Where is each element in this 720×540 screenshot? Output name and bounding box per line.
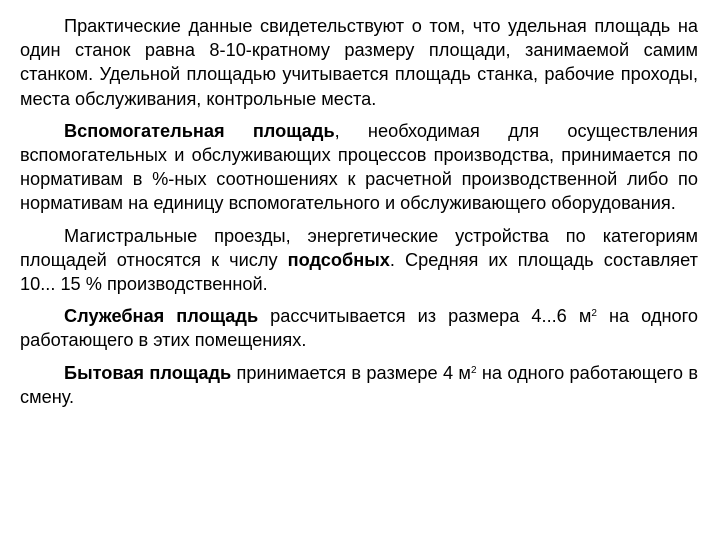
- paragraph-text-after: на одного работающего в этих помещениях.: [20, 306, 698, 351]
- slide-text-body: [20, 14, 698, 417]
- superscript-squared: 2: [470, 364, 477, 376]
- paragraph-text: , необходимая для осуществления вспомогательных и обслуживающих процессов производства, принимается по нормативам в %-ных соотношениях к расчетной производственной либо по нормативам на единицу вспомогательного и обслуживающего оборудования.: [20, 120, 698, 214]
- superscript-squared: 2: [591, 308, 597, 320]
- term-household-area: Бытовая площадь: [64, 362, 232, 383]
- paragraph-text-before: рассчитывается из размера 4...6 м: [258, 306, 592, 327]
- paragraph-household-area: [20, 361, 698, 409]
- term-auxiliary-area: Вспомогательная площадь: [64, 120, 335, 141]
- paragraph-text: Практические данные свидетельствуют о том, что удельная площадь на один станок равна 8-10-кратному размеру площади, занимаемой самим станком. Удельной площадью учитывается площадь станка, рабочие проходы, места обслуживания, контрольные места.: [20, 16, 698, 109]
- term-utility: подсобных: [287, 249, 390, 270]
- paragraph-auxiliary-area: [20, 119, 698, 216]
- paragraph-office-area: [20, 304, 698, 352]
- paragraph-text-after: на одного работающего в смену.: [20, 362, 699, 407]
- paragraph-text-after: . Средняя их площадь составляет 10... 15 % производственной.: [20, 249, 698, 295]
- term-office-area: Служебная площадь: [64, 306, 259, 327]
- paragraph-text-before: Магистральные проезды, энергетические устройства по категориям площадей относятся к числу: [20, 225, 698, 270]
- paragraph-utility-area: [20, 224, 698, 297]
- paragraph-specific-area: [20, 14, 698, 111]
- paragraph-text-before: принимается в размере 4 м: [231, 362, 471, 383]
